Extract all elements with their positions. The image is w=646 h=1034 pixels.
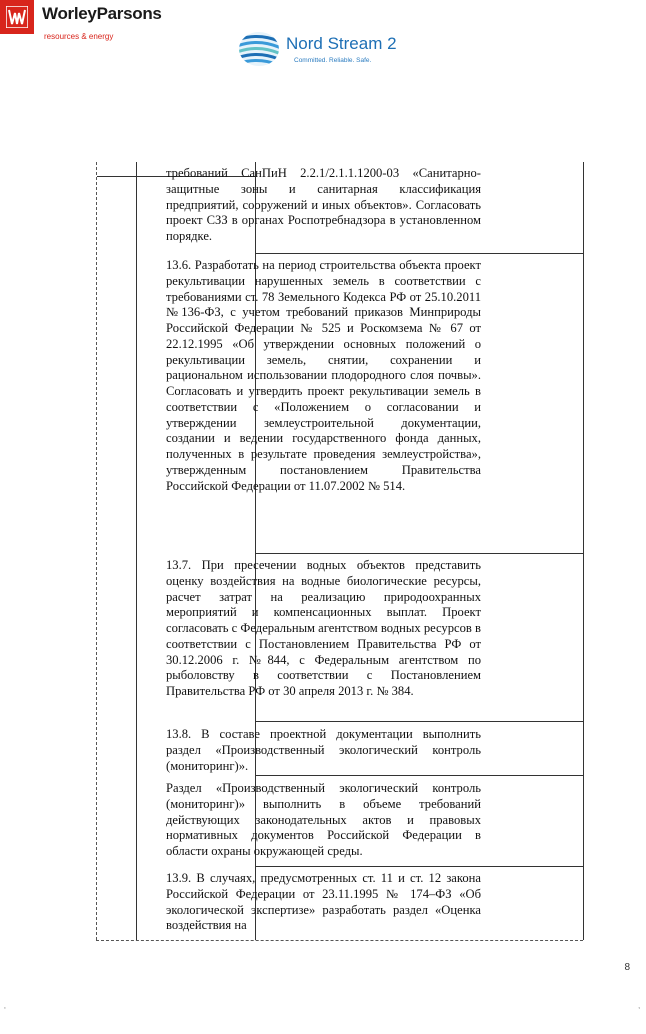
table-row-divider [255,253,583,254]
table-column-divider [136,162,137,940]
nordstream-globe-icon [237,30,281,68]
page-number: 8 [624,962,630,973]
table-cell-text: требований СанПиН 2.2.1/2.1.1.1200-03 «Санитарно-защитные зоны и санитарная классификация предприятий, сооружений и иных объектов». Согласовать проект СЗЗ в органах Роспотребнадзора в установленном порядке. [166,166,481,243]
table-bottom-border [96,940,583,941]
worleyparsons-name: WorleyParsons [42,4,162,23]
corner-mark: ‚ [638,1001,640,1010]
nordstream-name: Nord Stream 2 [286,34,397,53]
table-row-divider [255,866,583,867]
nordstream-logo [237,30,417,70]
table-right-border [583,162,584,940]
table-cell-text: 13.8. В составе проектной документации выполнить раздел «Производственный экологический контроль (мониторинг)». [166,727,481,773]
worleyparsons-tagline: resources & energy [44,32,114,41]
table-cell-text: Раздел «Производственный экологический контроль (мониторинг)» выполнить в объеме требований действующих законодательных актов и правовых нормативных документов Российской Федерации в области охраны окружающей среды. [166,781,481,858]
table-cell-text: 13.9. В случаях, предусмотренных ст. 11 и ст. 12 закона Российской Федерации от 23.11.1995 № 174–ФЗ «Об экологической экспертизе» разработать раздел «Оценка воздействия на [166,871,481,933]
table-cell-text: 13.7. При пресечении водных объектов представить оценку воздействия на водные биологические ресурсы, расчет затрат на реализацию природоохранных мероприятий и компенсационных выплат. Проект согласовать с Федеральным агентством водных ресурсов в соответствии с Постановлением Правительства РФ от 30.12.2006 г. №844, с Федеральным агентством по рыболовству в соответствии с Постановлением Правительства РФ от 30 апреля 2013 г. № 384. [166,558,481,698]
table-row-divider [255,721,583,722]
table-cell-text: 13.6. Разработать на период строительства объекта проект рекультивации нарушенных земель в соответствии с требованиями ст. 78 Земельного Кодекса РФ от 25.10.2011 №136-ФЗ, с учетом требований приказов Минприроды Российской Федерации № 525 и Роскомзема № 67 от 22.12.1995 «Об утверждении основных положений о рекультивации земель, снятии, сохранении и рациональном использовании плодородного слоя почвы». Согласовать и утвердить проект рекультивации земель в соответствии с «Положением о согласовании и утверждении землеустроительной документации, создании и ведении государственного фонда данных, полученных в результате проведения землеустройства», утвержденным постановлением Правительства Российской Федерации от 11.07.2002 № 514. [166,258,481,493]
table-row-divider [255,775,583,776]
nordstream-tagline: Committed. Reliable. Safe. [294,57,372,64]
worleyparsons-mark-icon [0,0,34,34]
corner-mark: ‚ [4,1001,6,1010]
table-row-divider [255,553,583,554]
worleyparsons-logo [0,0,200,46]
